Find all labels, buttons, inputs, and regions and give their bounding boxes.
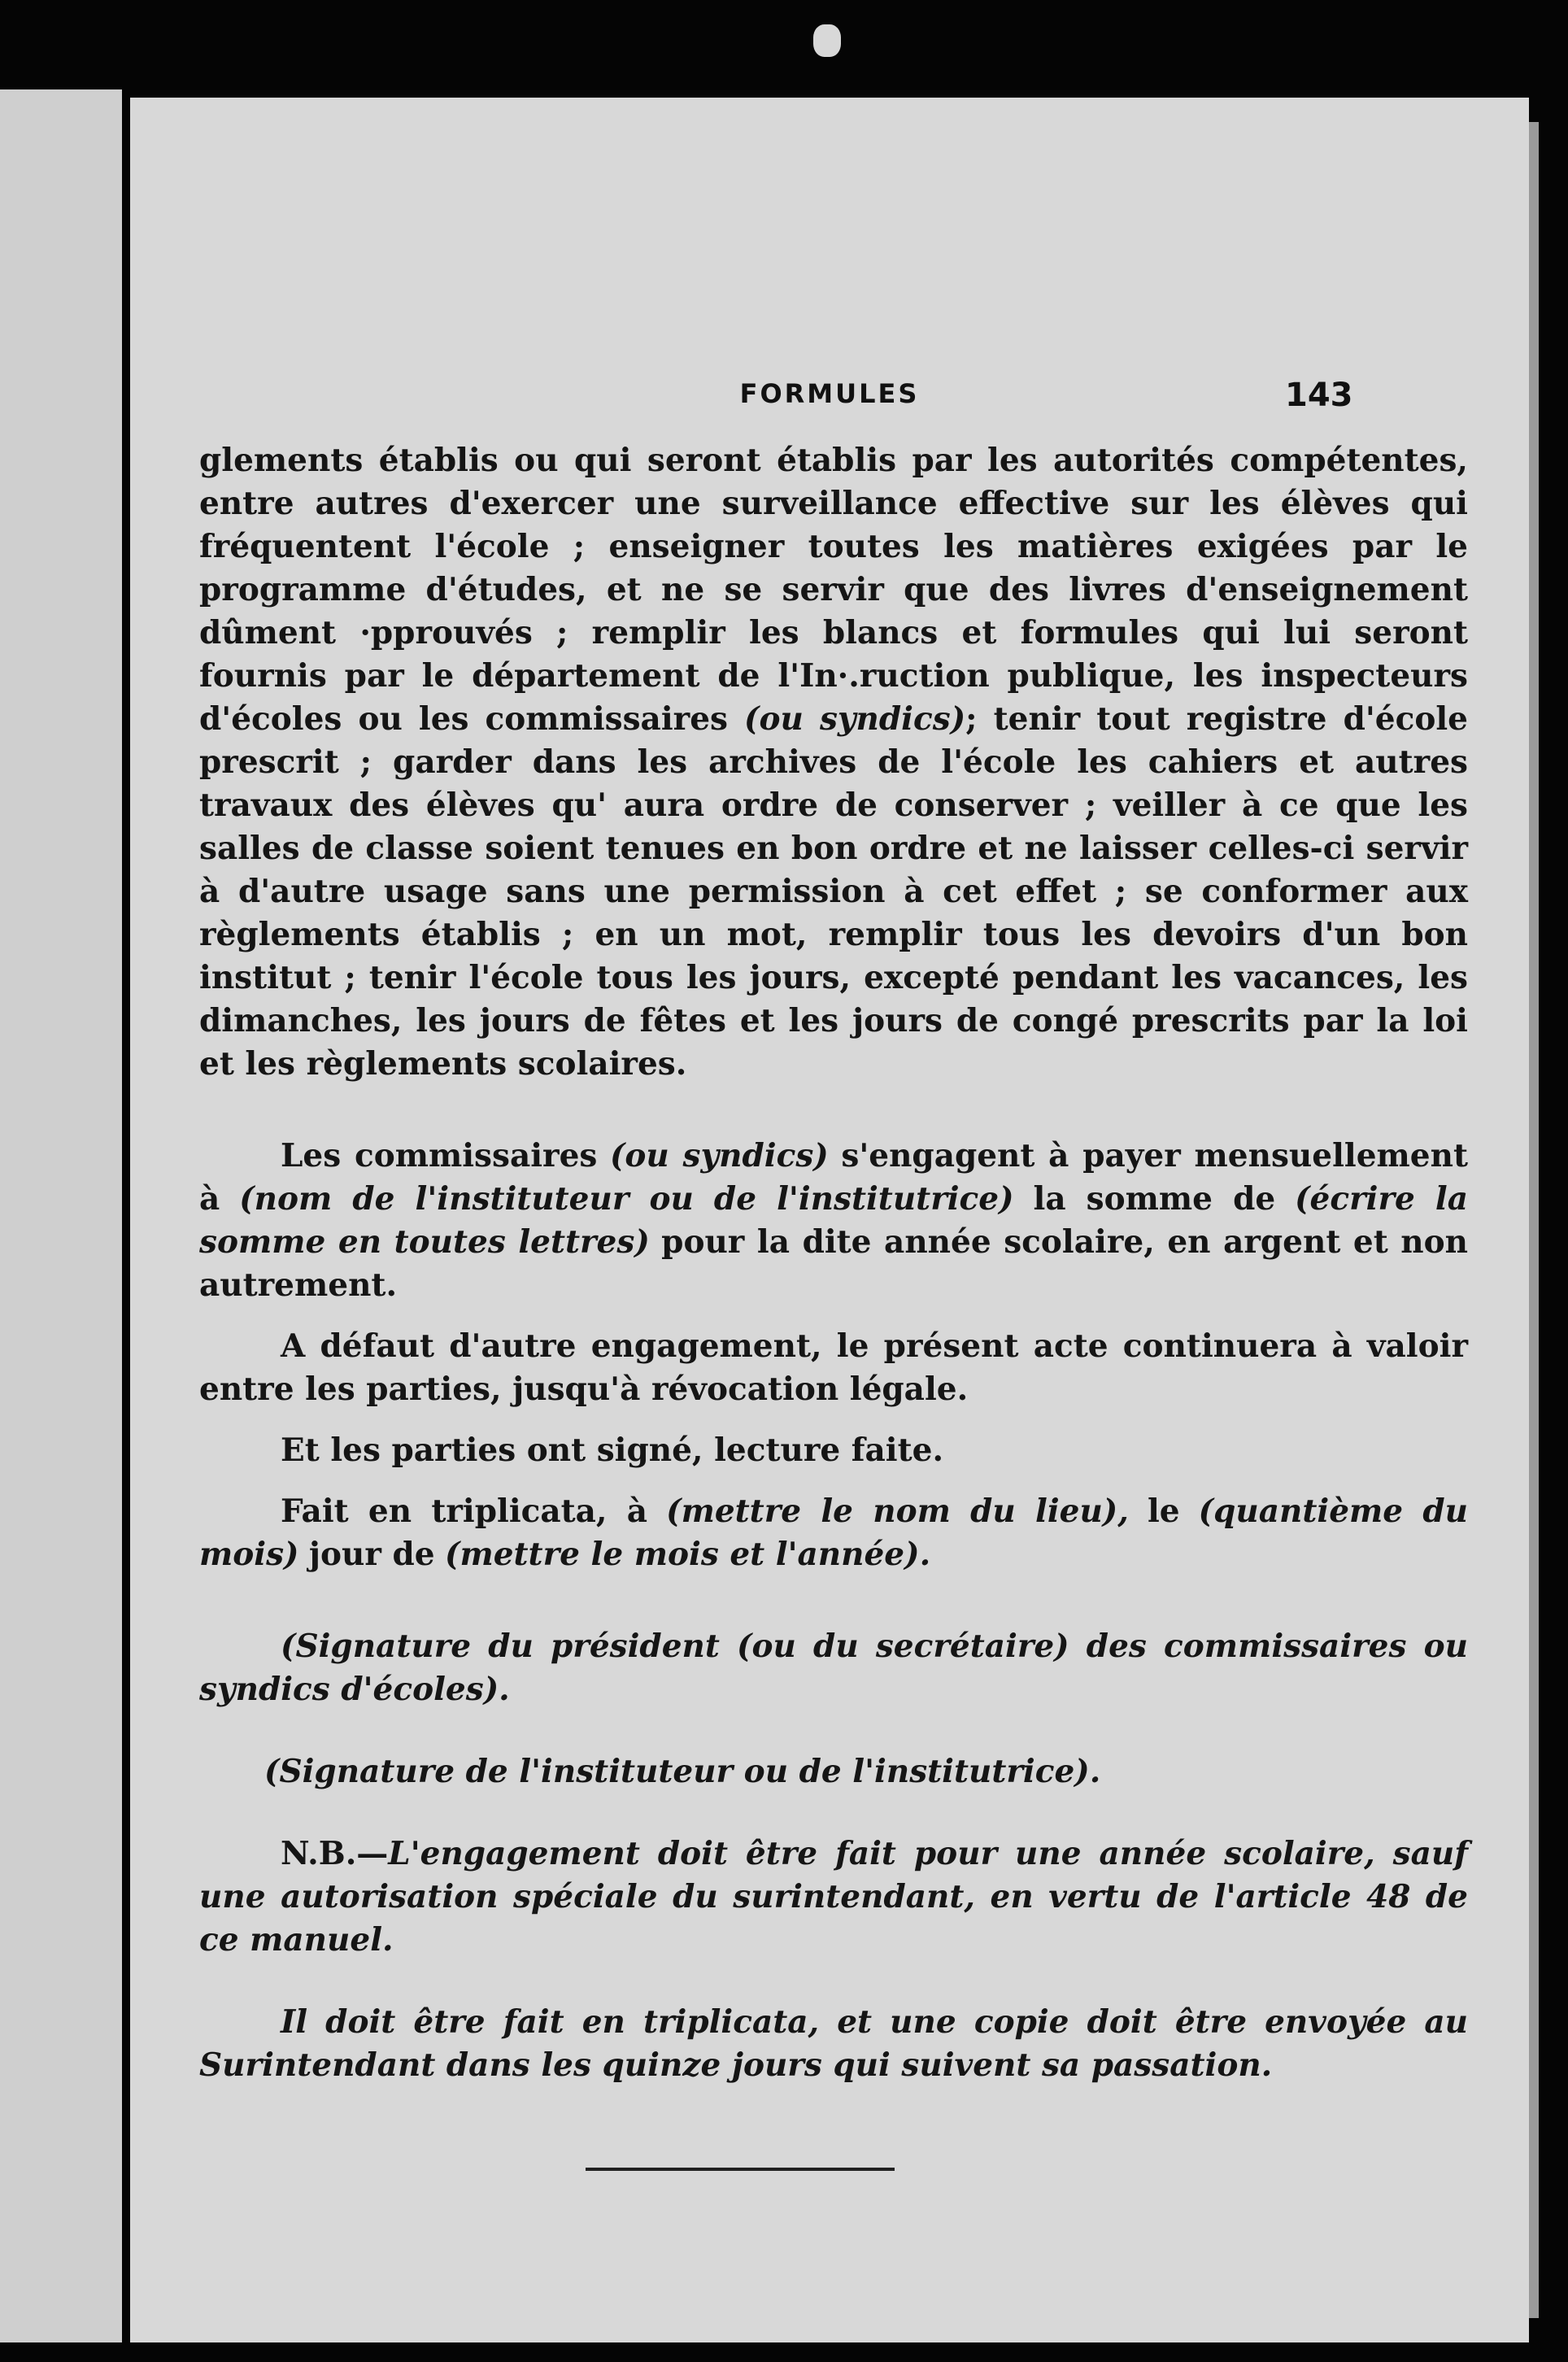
payment-text-b: s'engagent à payer mensuellement à — [199, 1137, 1468, 1218]
paragraph-nb-2: Il doit être fait en triplicata, et une copie doit être envoyée au Surintendant dans les quinze jours qui suivent sa passation. — [199, 2003, 1468, 2084]
duties-text-end: ; tenir tout registre d'école prescrit ; garder dans les archives de l'école les cahiers et autres travaux des élèves qu' aura ordre de conserver ; veiller à ce que les salles de classe soient tenues en bon ordre et ne laisser celles-ci servir à d'autre usage sans une permission à cet effet ; se conformer aux règlements établis ; en un mot, remplir tous les devoirs d'un bon institut ; tenir l'école tous les jours, excepté pendant les vacances, les dimanches, les jours de fêtes et les jours de congé prescrits par la loi et les règlements scolaires. — [199, 700, 1468, 1083]
triplicata-text-c: jour de — [308, 1536, 435, 1573]
end-rule — [586, 2168, 895, 2171]
page-header — [130, 378, 1529, 427]
scan-artifact — [813, 24, 841, 57]
triplicata-text-a: Fait en triplicata, à — [281, 1493, 648, 1530]
payment-text-c: la somme de — [1033, 1180, 1276, 1218]
page-body — [199, 439, 1468, 2087]
triplicata-italic-1: (mettre le nom du lieu), — [666, 1493, 1129, 1530]
paragraph-payment — [199, 1135, 1468, 1307]
duties-italic: (ou syndics) — [744, 700, 966, 738]
nb-text: L'engagement doit être fait pour une année scolaire, sauf une autorisation spéciale du surintendant, en vertu de l'article 48 de ce manuel. — [199, 1835, 1468, 1959]
paragraph-nb — [199, 1833, 1468, 1962]
paragraph-duties — [199, 439, 1468, 1086]
adjacent-page-edge — [0, 89, 122, 2342]
payment-italic-3: (écrire la somme en toutes lettres) — [199, 1180, 1469, 1261]
paragraph-default: A défaut d'autre engagement, le présent acte continuera à valoir entre les parties, jusqu'à révocation légale. — [199, 1327, 1468, 1408]
payment-italic-1: (ou syndics) — [609, 1137, 829, 1174]
signature-instituteur: (Signature de l'instituteur ou de l'institutrice). — [264, 1753, 1101, 1790]
triplicata-italic-3: (mettre le mois et l'année). — [445, 1536, 931, 1573]
nb-label: N.B.— — [281, 1835, 389, 1872]
book-page — [130, 98, 1529, 2342]
payment-text-d: pour la dite année scolaire, en argent et non autrement. — [199, 1223, 1469, 1304]
payment-text-a: Les commissaires — [281, 1137, 598, 1174]
payment-italic-2: (nom de l'instituteur ou de l'institutrice) — [239, 1180, 1014, 1218]
triplicata-text-b: le — [1147, 1493, 1180, 1530]
running-title: FORMULES — [739, 378, 920, 409]
page-stack-edge — [1529, 122, 1539, 2318]
triplicata-italic-2: (quantième du mois) — [199, 1493, 1468, 1573]
duties-text: glements établis ou qui seront établis par les autorités compétentes, entre autres d'exercer une surveillance effective sur les élèves qui fréquentent l'école ; enseigner toutes les matières exigées par le programme d'études, et ne se servir que des livres d'enseignement dûment ·pprouvés ; remplir les blancs et formules qui lui seront fournis par le département de l'In·.ruction publique, les inspecteurs d'écoles ou les commissaires — [199, 442, 1468, 738]
page-number: 143 — [1285, 377, 1353, 414]
signature-president: (Signature du président (ou du secrétaire) des commissaires ou syndics d'écoles). — [199, 1628, 1468, 1708]
paragraph-triplicata — [199, 1490, 1468, 1576]
paragraph-signed: Et les parties ont signé, lecture faite. — [281, 1432, 944, 1469]
